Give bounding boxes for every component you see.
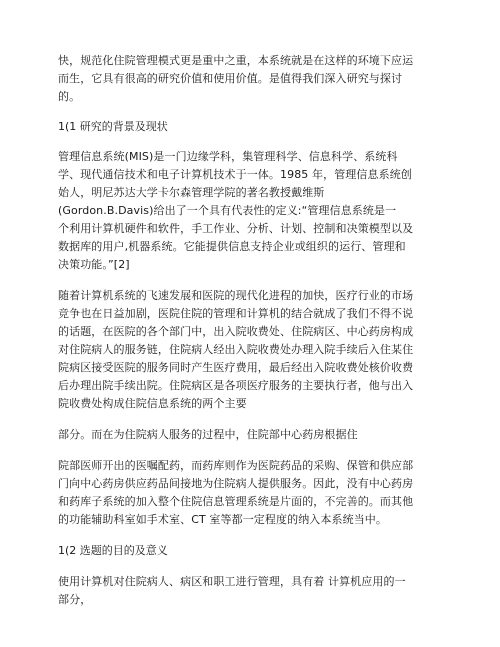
text-line: 院部医师开出的医嘱配药，而药库则作为医院药品的采购、保管和供应部 — [58, 459, 414, 472]
text-line: 学、现代通信技术和电子计算机技术于一体。1985 年，管理信息系统创 — [58, 168, 412, 181]
text-line: 数据库的用户,机器系统。它能提供信息支持企业或组织的运行、管理和 — [58, 240, 406, 253]
text-line: 随着计算机系统的飞速发展和医院的现代化进程的加快，医疗行业的市场 — [58, 289, 414, 302]
text-line: 的话题，在医院的各个部门中，出入院收费处、住院病区、中心药房构成 — [58, 325, 414, 338]
text-line: 的。 — [58, 90, 81, 103]
document-page — [58, 52, 443, 609]
text-line: 管理信息系统(MIS)是一门边缘学科，集管理科学、信息科学、系统科 — [58, 150, 398, 163]
text-line: 快，规范化住院管理模式更是重中之重，本系统就是在这样的环境下应运 — [58, 54, 414, 67]
intro-paragraph — [58, 52, 443, 106]
section-heading-1-2: 1(2 选题的目的及意义 — [58, 544, 168, 557]
mis-paragraph — [58, 148, 443, 274]
text-line: 使用计算机对住院病人、病区和职工进行管理，具有着 计算机应用的一 — [58, 575, 406, 588]
text-line: (Gordon.B.Davis)给出了一个具有代表性的定义:“管理信息系统是一 — [58, 204, 397, 217]
pharmacy-paragraph — [58, 457, 443, 529]
text-line: 决策功能。”[2] — [58, 258, 130, 271]
text-line: 个利用计算机硬件和软件，手工作业、分析、计划、控制和决策模型以及 — [58, 222, 414, 235]
text-line: 的功能辅助科室如手术室、CT 室等都一定程度的纳入本系统当中。 — [58, 513, 387, 526]
text-line: 竞争也在日益加剧，医院住院的管理和计算机的结合就成了我们不得不说 — [58, 307, 414, 320]
text-line: 和药库子系统的加入整个住院信息管理系统是片面的，不完善的。而其他 — [58, 495, 414, 508]
purpose-paragraph — [58, 573, 443, 609]
text-line: 始人，明尼苏达大学卡尔森管理学院的著名教授戴维斯 — [58, 186, 325, 199]
text-line: 院收费处构成住院信息系统的两个主要 — [58, 397, 247, 410]
text-line: 部分。而在为住院病人服务的过程中，住院部中心药房根据住 — [58, 428, 358, 441]
text-line: 而生，它具有很高的研究价值和使用价值。是值得我们深入研究与探讨 — [58, 72, 403, 85]
part-paragraph — [58, 426, 443, 444]
text-line: 部分， — [58, 593, 92, 606]
text-line: 院病区接受医院的服务同时产生医疗费用，最后经出入院收费处核价收费 — [58, 361, 414, 374]
section-heading-1-1: 1(1 研究的背景及现状 — [58, 120, 168, 133]
text-line: 门向中心药房供应药品间接地为住院病人提供服务。因此，没有中心药房 — [58, 477, 414, 490]
text-line: 对住院病人的服务链，住院病人经出入院收费处办理入院手续后入住某住 — [58, 343, 414, 356]
text-line: 后办理出院手续出院。住院病区是各项医疗服务的主要执行者，他与出入 — [58, 379, 414, 392]
hospital-paragraph — [58, 287, 443, 413]
